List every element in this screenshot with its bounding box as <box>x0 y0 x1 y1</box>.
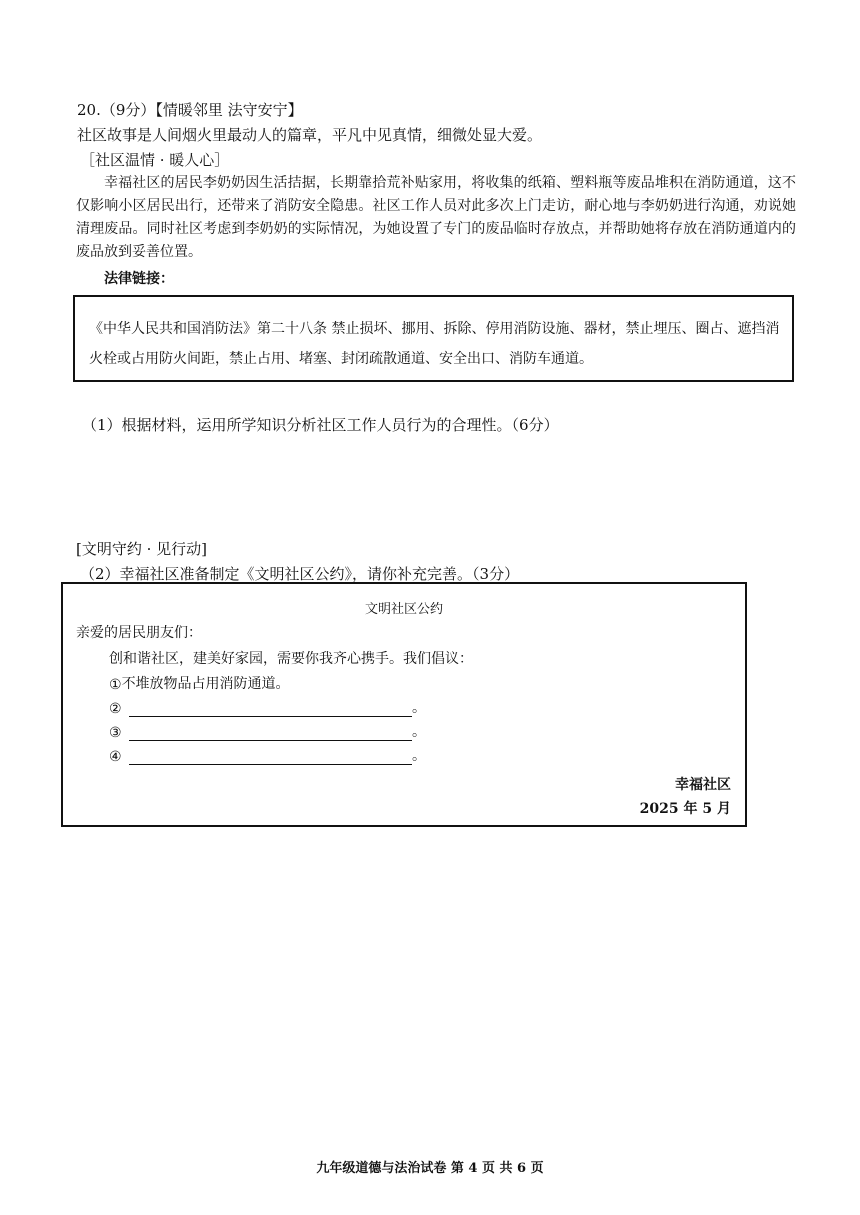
item-number: ③ <box>109 725 122 741</box>
convention-signature: 幸福社区 <box>675 777 731 793</box>
question-number-score: 20.（9分） <box>77 101 156 119</box>
convention-date: 2025 年 5 月 <box>639 801 731 817</box>
convention-box <box>61 582 747 827</box>
sub-question-1: （1）根据材料，运用所学知识分析社区工作人员行为的合理性。（6分） <box>82 416 559 434</box>
sub-question-2: （2）幸福社区准备制定《文明社区公约》，请你补充完善。（3分） <box>80 565 520 583</box>
convention-item-4 <box>109 745 426 765</box>
item-end: 。 <box>412 724 426 740</box>
item-number: ② <box>109 701 122 717</box>
answer-blank[interactable] <box>129 702 412 717</box>
convention-call: 创和谐社区，建美好家园，需要你我齐心携手。我们倡议： <box>109 651 473 667</box>
convention-greeting: 亲爱的居民朋友们： <box>76 625 202 641</box>
item-text: 不堆放物品占用消防通道。 <box>121 676 290 692</box>
section-title-community-warmth: ［社区温情 · 暖人心］ <box>80 151 230 169</box>
question-intro: 社区故事是人间烟火里最动人的篇章，平凡中见真情，细微处显大爱。 <box>77 126 543 144</box>
item-number: ① <box>109 677 122 693</box>
question-header <box>77 99 303 120</box>
answer-blank[interactable] <box>129 750 412 765</box>
item-number: ④ <box>109 749 122 765</box>
item-end: 。 <box>412 700 426 716</box>
law-excerpt-box <box>73 295 794 382</box>
section-title-civility: [文明守约 · 见行动] <box>76 540 208 558</box>
convention-item-3 <box>109 721 426 741</box>
item-end: 。 <box>412 748 426 764</box>
story-text: 幸福社区的居民李奶奶因生活拮据，长期靠拾荒补贴家用，将收集的纸箱、塑料瓶等废品堆积在消防通道，这不仅影响小区居民出行，还带来了消防安全隐患。社区工作人员对此多次上门走访，耐心地与李奶奶进行沟通，劝说她清理废品。同时社区考虑到李奶奶的实际情况，为她设置了专门的废品临时存放点，并帮助她将存放在消防通道内的废品放到妥善位置。 <box>76 175 796 260</box>
law-link-label: 法律链接： <box>104 271 174 287</box>
page-footer: 九年级道德与法治试卷 第 4 页 共 6 页 <box>316 1161 544 1176</box>
law-excerpt-text: 《中华人民共和国消防法》第二十八条 禁止损坏、挪用、拆除、停用消防设施、器材，禁止埋压、圈占、遮挡消火栓或占用防火间距，禁止占用、堵塞、封闭疏散通道、安全出口、消防车通道。 <box>89 321 780 367</box>
answer-blank[interactable] <box>129 726 412 741</box>
convention-title: 文明社区公约 <box>364 602 443 617</box>
convention-item-1 <box>109 673 290 693</box>
convention-item-2 <box>109 697 426 717</box>
story-paragraph <box>76 172 796 264</box>
question-theme: 【情暖邻里 法守安宁】 <box>155 101 303 119</box>
